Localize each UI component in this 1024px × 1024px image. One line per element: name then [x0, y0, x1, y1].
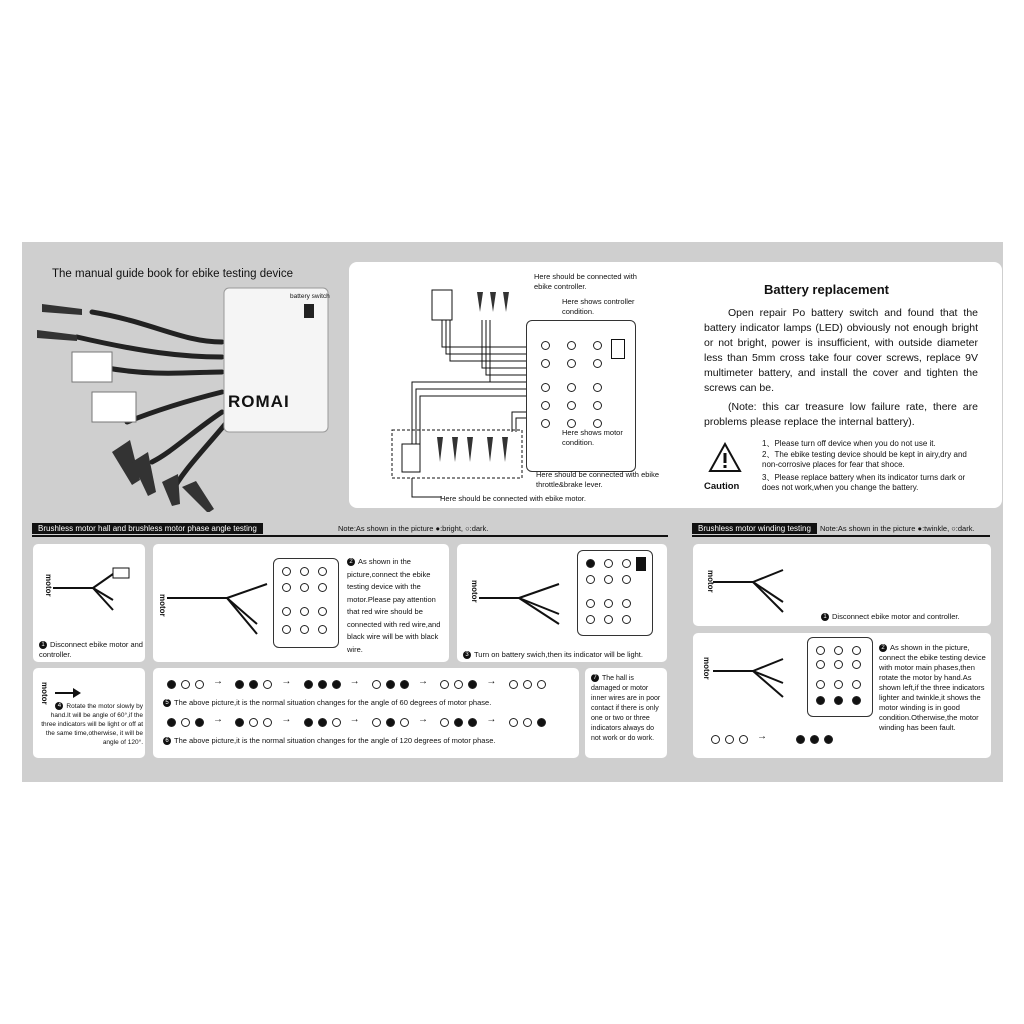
winding-step2-box	[692, 632, 992, 759]
hall-step4-text: Rotate the motor slowly by hand.It will be angle of 60°,if the three indicators will be light or off at the same time,otherwise, it will be angle of 120°.	[41, 703, 143, 746]
winding-rule	[692, 535, 990, 537]
device-mini	[807, 637, 873, 717]
motor-wires	[713, 564, 813, 624]
indicator-led	[318, 718, 327, 727]
hall-step3-box	[456, 543, 668, 663]
indicator-led	[468, 718, 477, 727]
hall-step6-text: The above picture,it is the normal situation changes for the angle of 120 degrees of motor phase.	[174, 736, 496, 745]
sequence-arrow-icon: →	[349, 714, 360, 725]
indicator-led	[235, 718, 244, 727]
caution-2: 2、The ebike testing device should be kept in airy,dry and non-corrosive places for fear that shoce.	[762, 450, 967, 469]
motor-label: motor	[40, 682, 49, 705]
label-ebike-controller: Here should be connected with ebike controller.	[534, 272, 637, 291]
battery-paragraph-2: (Note: this car treasure low failure rate, there are problems please replace the internal battery).	[704, 401, 978, 428]
hall-step2-box	[152, 543, 450, 663]
motor-wires	[53, 564, 143, 624]
sequence-arrow-icon: →	[486, 714, 497, 725]
step1-number: 1	[39, 641, 47, 649]
winding-step2-text: As shown in the picture, connect the ebike testing device with motor main phases,then rotate the motor by hand.As shown left,if the three indicators lighter and twinkle,it shows the motor winding is in good condition.Otherwise,the motor winding has been fault.	[879, 643, 986, 732]
label-motor: Here should be connected with ebike motor.	[440, 494, 586, 503]
sequence-arrow-icon: →	[213, 714, 223, 725]
manual-sheet	[22, 242, 1003, 782]
hall-step7-box	[584, 667, 668, 759]
device-mini	[577, 550, 653, 636]
motor-label: motor	[470, 580, 479, 603]
step2-number: 2	[347, 558, 355, 566]
hall-step56-box	[152, 667, 580, 759]
indicator-led	[537, 680, 546, 689]
rotate-arrow-icon	[53, 686, 83, 700]
indicator-led	[440, 718, 449, 727]
sequence-arrow-icon: →	[486, 676, 497, 687]
indicator-led	[509, 680, 518, 689]
switch-label: battery switch	[290, 293, 330, 300]
label-controller-condition: Here shows controller condition.	[562, 297, 635, 316]
winding-step1-number: 1	[821, 613, 829, 621]
indicator-led	[523, 718, 532, 727]
hall-rule	[32, 535, 668, 537]
indicator-led	[195, 718, 204, 727]
motor-label: motor	[702, 657, 711, 680]
winding-step1-text: Disconnect ebike motor and controller.	[832, 612, 960, 621]
motor-label: motor	[44, 574, 53, 597]
led-sequence-120	[161, 714, 571, 730]
winding-header: Brushless motor winding testing	[692, 523, 817, 534]
winding-note: Note:As shown in the picture ●:twinkle, ○:dark.	[820, 524, 975, 533]
step4-number: 4	[55, 702, 63, 710]
hall-step4-box	[32, 667, 146, 759]
indicator-led	[400, 680, 409, 689]
indicator-led	[304, 718, 313, 727]
winding-step2-number: 2	[879, 644, 887, 652]
indicator-led	[386, 718, 395, 727]
indicator-led	[235, 680, 244, 689]
label-throttle: Here should be connected with ebike throttle&brake lever.	[536, 470, 659, 489]
indicator-led	[332, 718, 341, 727]
sequence-arrow-icon: →	[349, 676, 360, 687]
indicator-led	[454, 680, 463, 689]
indicator-led	[195, 680, 204, 689]
indicator-led	[824, 735, 833, 744]
motor-label: motor	[158, 594, 167, 617]
step3-number: 3	[463, 651, 471, 659]
indicator-led	[263, 718, 272, 727]
brand-logo: ROMAI	[228, 392, 290, 411]
sequence-arrow-icon: →	[418, 714, 428, 725]
motor-wires	[479, 574, 579, 634]
indicator-led	[796, 735, 805, 744]
indicator-led	[263, 680, 272, 689]
battery-paragraph-1: Open repair Po battery switch and found that the battery indicator lamps (LED) obviously not enough bright or not bright, power is insufficient, with outside diameter less than 5mm cross take four cover screws, replace 9V multimeter battery, and install the cover and tighten the screws can be.	[704, 307, 978, 394]
indicator-led	[372, 718, 381, 727]
sequence-arrow-icon: →	[281, 676, 292, 687]
indicator-led	[249, 718, 258, 727]
hall-header: Brushless motor hall and brushless motor phase angle testing	[32, 523, 263, 534]
hall-step3-text: Turn on battery swich,then its indicator will be light.	[474, 650, 643, 659]
sequence-arrow-icon: →	[213, 676, 223, 687]
indicator-led	[400, 718, 409, 727]
cover-title: The manual guide book for ebike testing device	[52, 268, 294, 280]
caution-label: Caution	[704, 481, 740, 492]
hall-step2-text: As shown in the picture,connect the ebike testing device with the motor.Please pay attention that red wire should be connected with red wire,and black wire will be with black wire.	[347, 557, 441, 654]
indicator-led	[304, 680, 313, 689]
indicator-led	[711, 735, 720, 744]
indicator-led	[509, 718, 518, 727]
indicator-led	[372, 680, 381, 689]
hall-step1-box	[32, 543, 146, 663]
battery-title: Battery replacement	[764, 282, 889, 297]
hall-step5-text: The above picture,it is the normal situation changes for the angle of 60 degrees of motor phase.	[174, 698, 492, 707]
indicator-led	[454, 718, 463, 727]
winding-step1-box	[692, 543, 992, 627]
caution-3: 3、Please replace battery when its indicator turns dark or does not work,when you change the battery.	[762, 473, 966, 492]
device-mini	[273, 558, 339, 648]
indicator-led	[537, 718, 546, 727]
indicator-led	[739, 735, 748, 744]
indicator-led	[332, 680, 341, 689]
testing-device-diagram	[526, 320, 636, 472]
indicator-led	[167, 718, 176, 727]
indicator-led	[167, 680, 176, 689]
hall-note: Note:As shown in the picture ●:bright, ○:dark.	[338, 524, 489, 533]
led-sequence-60	[161, 676, 571, 692]
motor-wires	[713, 653, 813, 713]
motor-label: motor	[706, 570, 715, 593]
step7-number: 7	[591, 674, 599, 682]
hall-step7-text: The hall is damaged or motor inner wires are in poor contact if there is only one or two or three indicators always do not work or do work.	[591, 675, 661, 742]
indicator-led	[440, 680, 449, 689]
motor-wires	[167, 574, 277, 654]
warning-icon	[708, 442, 742, 474]
caution-1: 1、Please turn off device when you do not use it.	[762, 439, 936, 448]
indicator-led	[249, 680, 258, 689]
indicator-led	[181, 680, 190, 689]
indicator-led	[386, 680, 395, 689]
indicator-led	[181, 718, 190, 727]
indicator-led	[318, 680, 327, 689]
step5-number: 5	[163, 699, 171, 707]
label-motor-condition: Here shows motor condition.	[562, 428, 623, 447]
led-sequence-winding	[705, 731, 875, 747]
sequence-arrow-icon: →	[418, 676, 428, 687]
sequence-arrow-icon: →	[757, 731, 767, 742]
indicator-led	[725, 735, 734, 744]
sequence-arrow-icon: →	[281, 714, 292, 725]
step6-number: 6	[163, 737, 171, 745]
indicator-led	[468, 680, 477, 689]
indicator-led	[523, 680, 532, 689]
indicator-led	[810, 735, 819, 744]
hall-step1-text: Disconnect ebike motor and controller.	[39, 640, 143, 659]
